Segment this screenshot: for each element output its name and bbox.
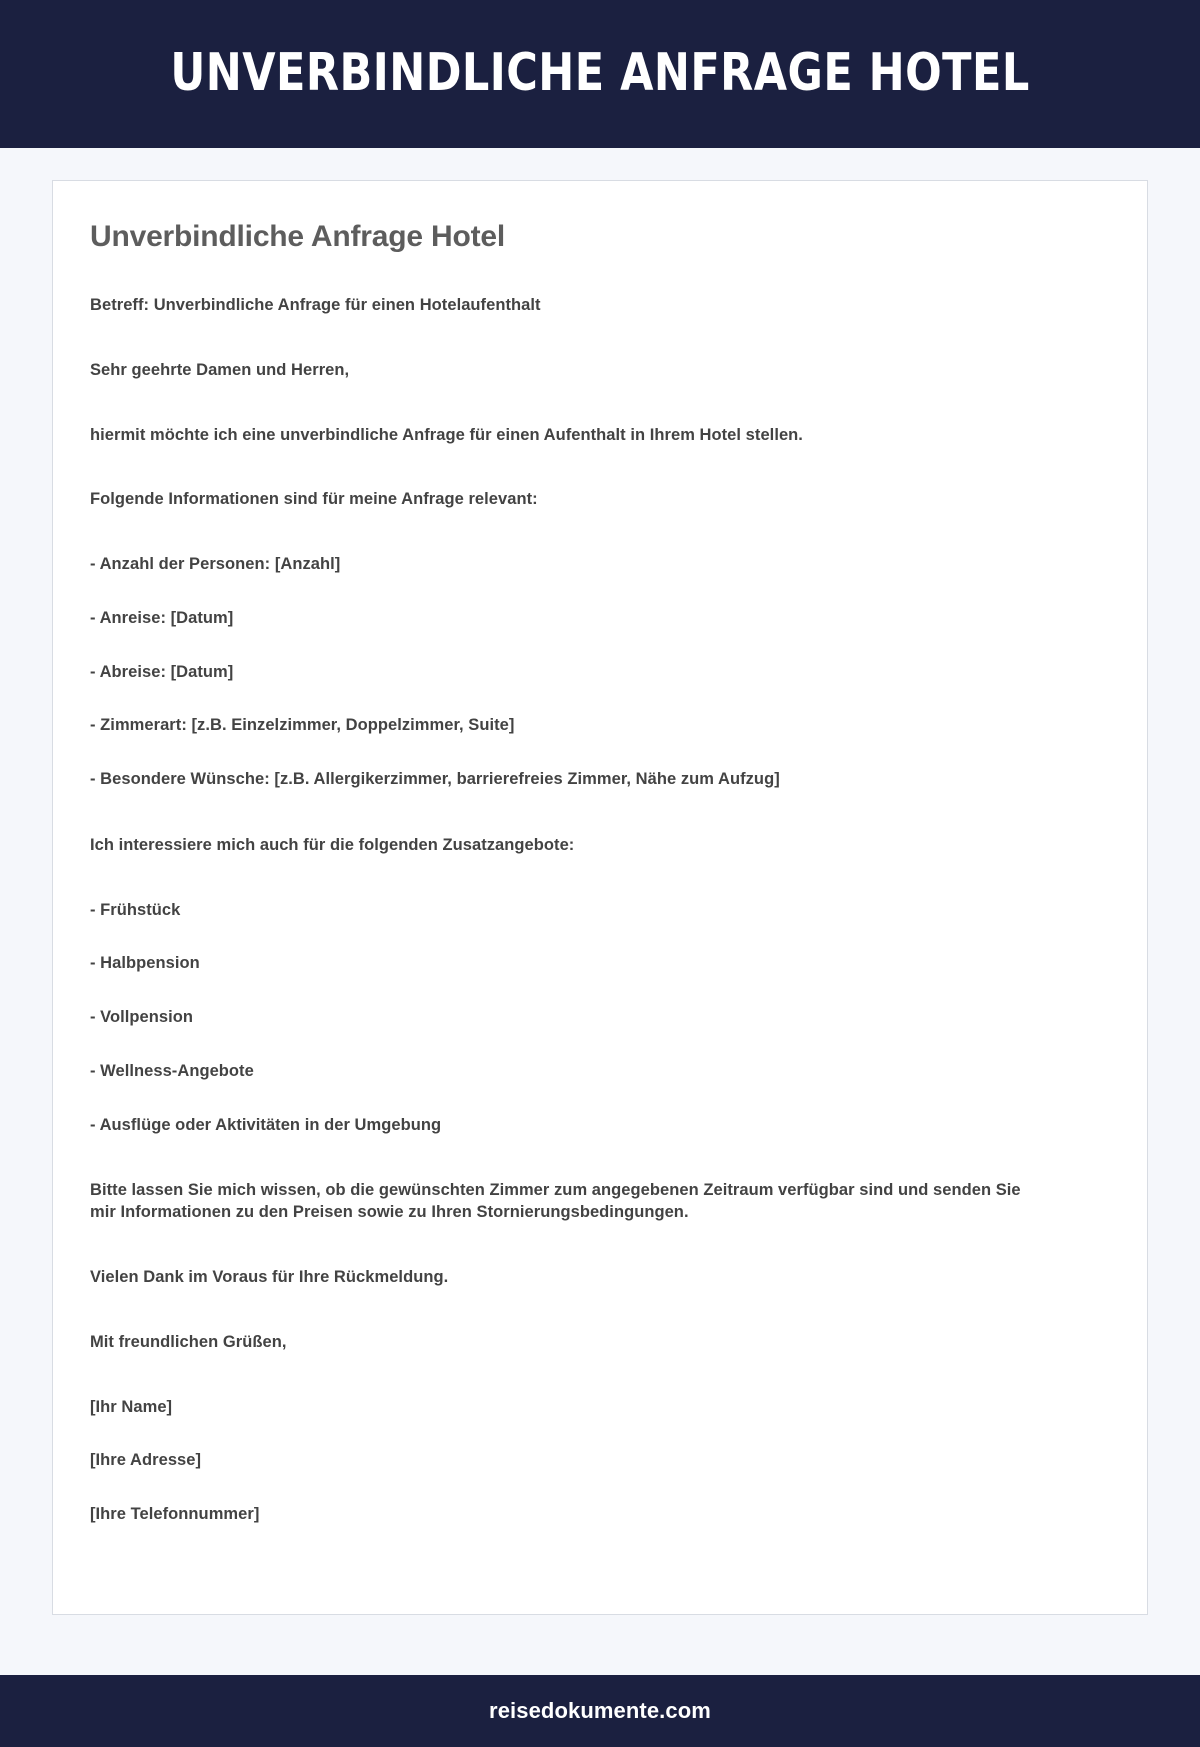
extras-list-item: - Halbpension [90,954,200,973]
info-list-item: - Anreise: [Datum] [90,608,234,627]
document-body [90,295,1044,1526]
document-card [52,180,1148,1615]
info-list-item: - Abreise: [Datum] [90,662,234,681]
subject-line: Betreff: Unverbindliche Anfrage für einen Hotelaufenthalt [90,296,541,314]
closing-paragraph: Mit freundlichen Grüßen, [90,1332,287,1351]
info-list-item: - Besondere Wünsche: [z.B. Allergikerzimmer, barrierefreies Zimmer, Nähe zum Aufzug] [90,770,780,789]
request-paragraph: Bitte lassen Sie mich wissen, ob die gewünschten Zimmer zum angegebenen Zeitraum verfügbar sind und senden Sie mir Informationen zu den Preisen sowie zu Ihren Stornierungsbedingungen. [90,1181,1021,1222]
extras-section-heading: Ich interessiere mich auch für die folgenden Zusatzangebote: [90,835,575,854]
footer-site-name: reisedokumente.com [489,1697,711,1723]
info-list-item: - Zimmerart: [z.B. Einzelzimmer, Doppelzimmer, Suite] [90,716,515,735]
extras-list-item: - Vollpension [90,1008,194,1027]
page-content-area [0,148,1200,1675]
masthead-title: UNVERBINDLICHE ANFRAGE HOTEL [170,43,1030,104]
document-title: Unverbindliche Anfrage Hotel [90,220,506,253]
extras-list-item: - Ausflüge oder Aktivitäten in der Umgebung [90,1115,442,1134]
salutation: Sehr geehrte Damen und Herren, [90,360,350,379]
signature-phone-placeholder: [Ihre Telefonnummer] [90,1505,260,1524]
info-section-heading: Folgende Informationen sind für meine Anfrage relevant: [90,490,538,509]
page-masthead [0,0,1200,148]
signature-name-placeholder: [Ihr Name] [90,1397,173,1416]
page-footer [0,1675,1200,1747]
thanks-paragraph: Vielen Dank im Voraus für Ihre Rückmeldung. [90,1268,449,1287]
signature-address-placeholder: [Ihre Adresse] [90,1451,202,1470]
info-list-item: - Anzahl der Personen: [Anzahl] [90,555,341,574]
extras-list-item: - Wellness-Angebote [90,1061,254,1080]
intro-paragraph: hiermit möchte ich eine unverbindliche Anfrage für einen Aufenthalt in Ihrem Hotel stellen. [90,425,803,444]
extras-list-item: - Frühstück [90,900,181,919]
